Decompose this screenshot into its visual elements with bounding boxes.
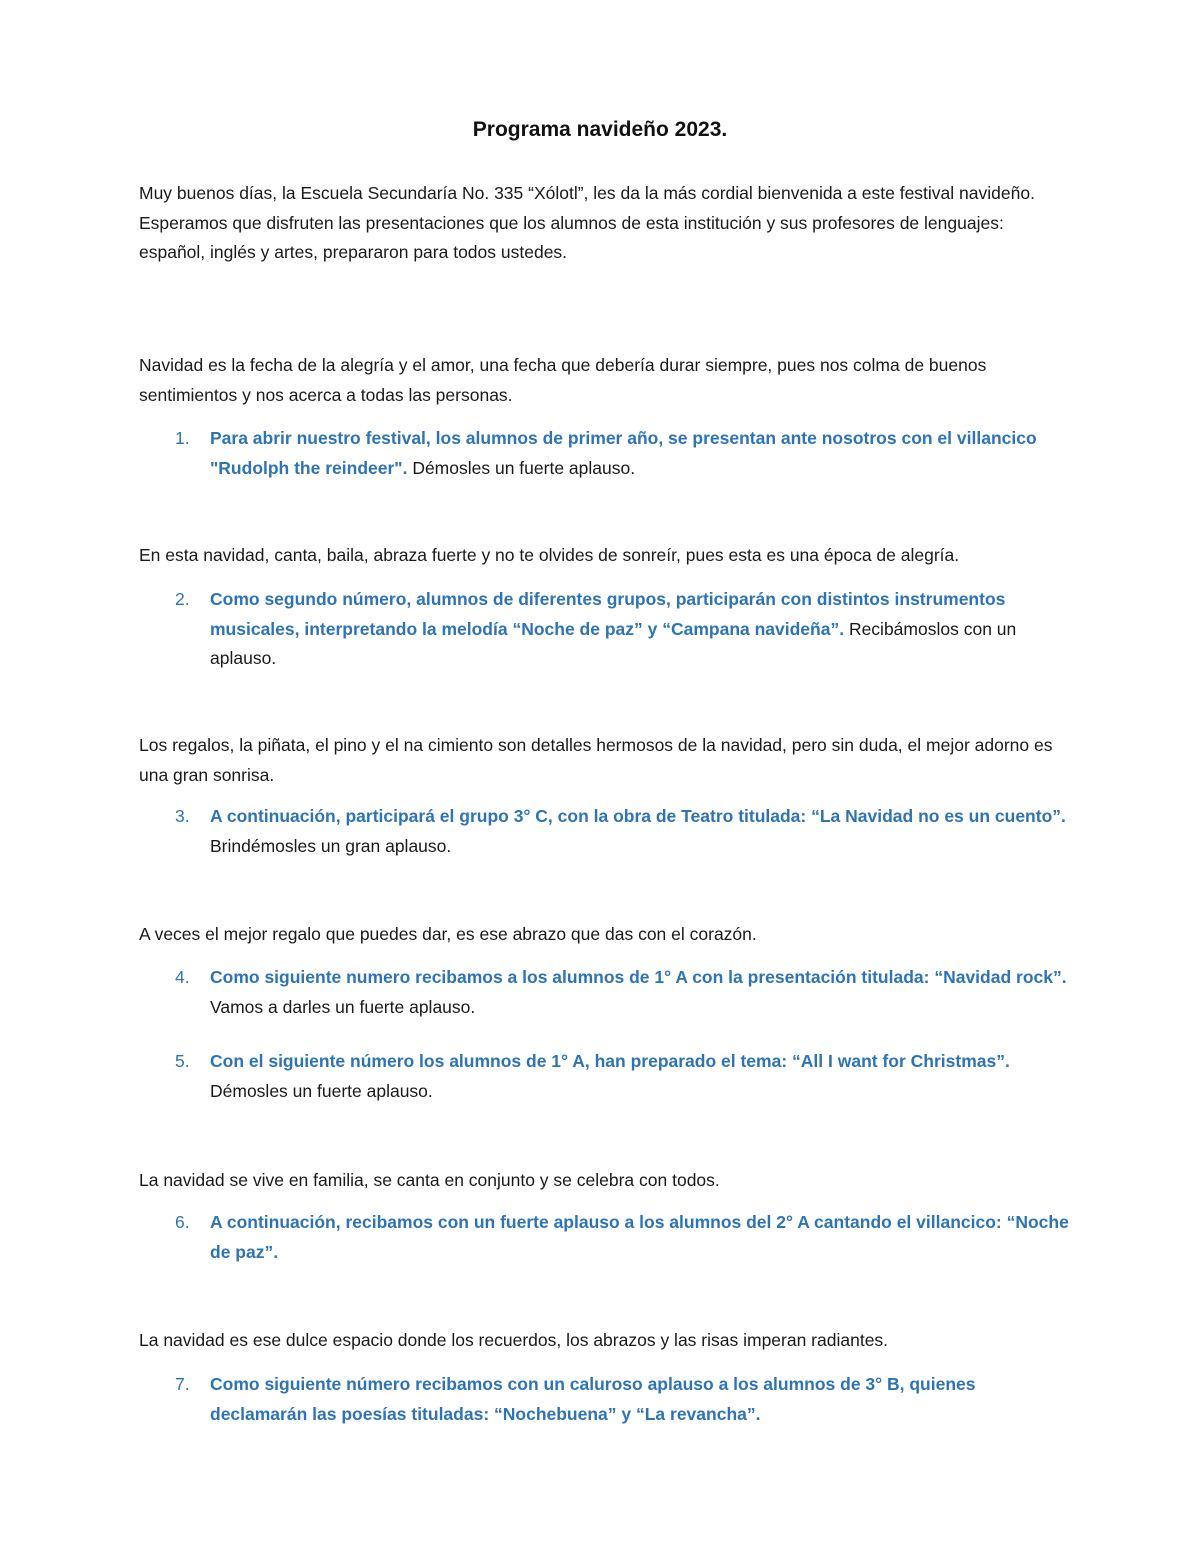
list-item-text: Démosles un fuerte aplauso. — [210, 1080, 433, 1101]
list-item-number: 5. — [175, 1051, 190, 1071]
list-item-number: 4. — [175, 967, 190, 987]
paragraph-3: En esta navidad, canta, baila, abraza fuerte y no te olvides de sonreír, pues esta es una época de alegría. — [139, 545, 960, 565]
list-item-number: 3. — [175, 806, 190, 826]
list-item-number: 6. — [175, 1212, 190, 1232]
list-item-highlight: Para abrir nuestro festival, los alumnos de primer año, se presentan ante nosotros con el villancico "Rudolph the reindeer". — [210, 428, 1037, 478]
list-item — [175, 585, 1070, 674]
list-item — [175, 1208, 1070, 1267]
paragraph-6: La navidad se vive en familia, se canta en conjunto y se celebra con todos. — [139, 1170, 720, 1190]
list-item-highlight: A continuación, recibamos con un fuerte aplauso a los alumnos del 2° A cantando el villancico: “Noche de paz”. — [210, 1212, 1069, 1262]
paragraph-7: La navidad es ese dulce espacio donde los recuerdos, los abrazos y las risas imperan radiantes. — [139, 1330, 889, 1350]
list-item-text: Recibámoslos con un aplauso. — [210, 618, 1017, 668]
paragraph-2: Navidad es la fecha de la alegría y el amor, una fecha que debería durar siempre, pues nos colma de buenos sentimientos y nos acerca a todas las personas. — [139, 355, 987, 405]
list-item — [175, 963, 1070, 1022]
list-item-number: 1. — [175, 428, 190, 448]
list-item — [175, 1047, 1070, 1106]
list-item-highlight: Con el siguiente número los alumnos de 1° A, han preparado el tema: “All I want for Christmas”. — [210, 1051, 1010, 1071]
list-item — [175, 424, 1070, 483]
list-item-highlight: A continuación, participará el grupo 3° C, con la obra de Teatro titulada: “La Navidad no es un cuento”. — [210, 806, 1066, 826]
list-item-highlight: Como segundo número, alumnos de diferentes grupos, participarán con distintos instrumentos musicales, interpretando la melodía “Noche de paz” y “Campana navideña”. — [210, 589, 1006, 639]
list-item-highlight: Como siguiente número recibamos con un caluroso aplauso a los alumnos de 3° B, quienes declamarán las poesías tituladas: “Nochebuena” y “La revancha”. — [210, 1374, 976, 1424]
list-item-text: Brindémosles un gran aplauso. — [210, 835, 452, 856]
list-item-number: 7. — [175, 1374, 190, 1394]
document-title: Programa navideño 2023. — [472, 118, 728, 141]
list-item-text: Vamos a darles un fuerte aplauso. — [210, 996, 476, 1017]
list-item-number: 2. — [175, 589, 190, 609]
intro-paragraph: Muy buenos días, la Escuela Secundaría No. 335 “Xólotl”, les da la más cordial bienvenida a este festival navideño. Esperamos que disfruten las presentaciones que los alumnos de esta institución y sus profesores de lenguajes: español, inglés y artes, prepararon para todos ustedes. — [139, 183, 1035, 262]
paragraph-4: Los regalos, la piñata, el pino y el na cimiento son detalles hermosos de la navidad, pero sin duda, el mejor adorno es una gran sonrisa. — [139, 735, 1053, 785]
list-item — [175, 1370, 1070, 1429]
list-item — [175, 802, 1070, 861]
list-item-highlight: Como siguiente numero recibamos a los alumnos de 1° A con la presentación titulada: “Navidad rock”. — [210, 967, 1067, 987]
paragraph-5: A veces el mejor regalo que puedes dar, es ese abrazo que das con el corazón. — [139, 924, 757, 944]
list-item-text: Démosles un fuerte aplauso. — [407, 457, 636, 478]
